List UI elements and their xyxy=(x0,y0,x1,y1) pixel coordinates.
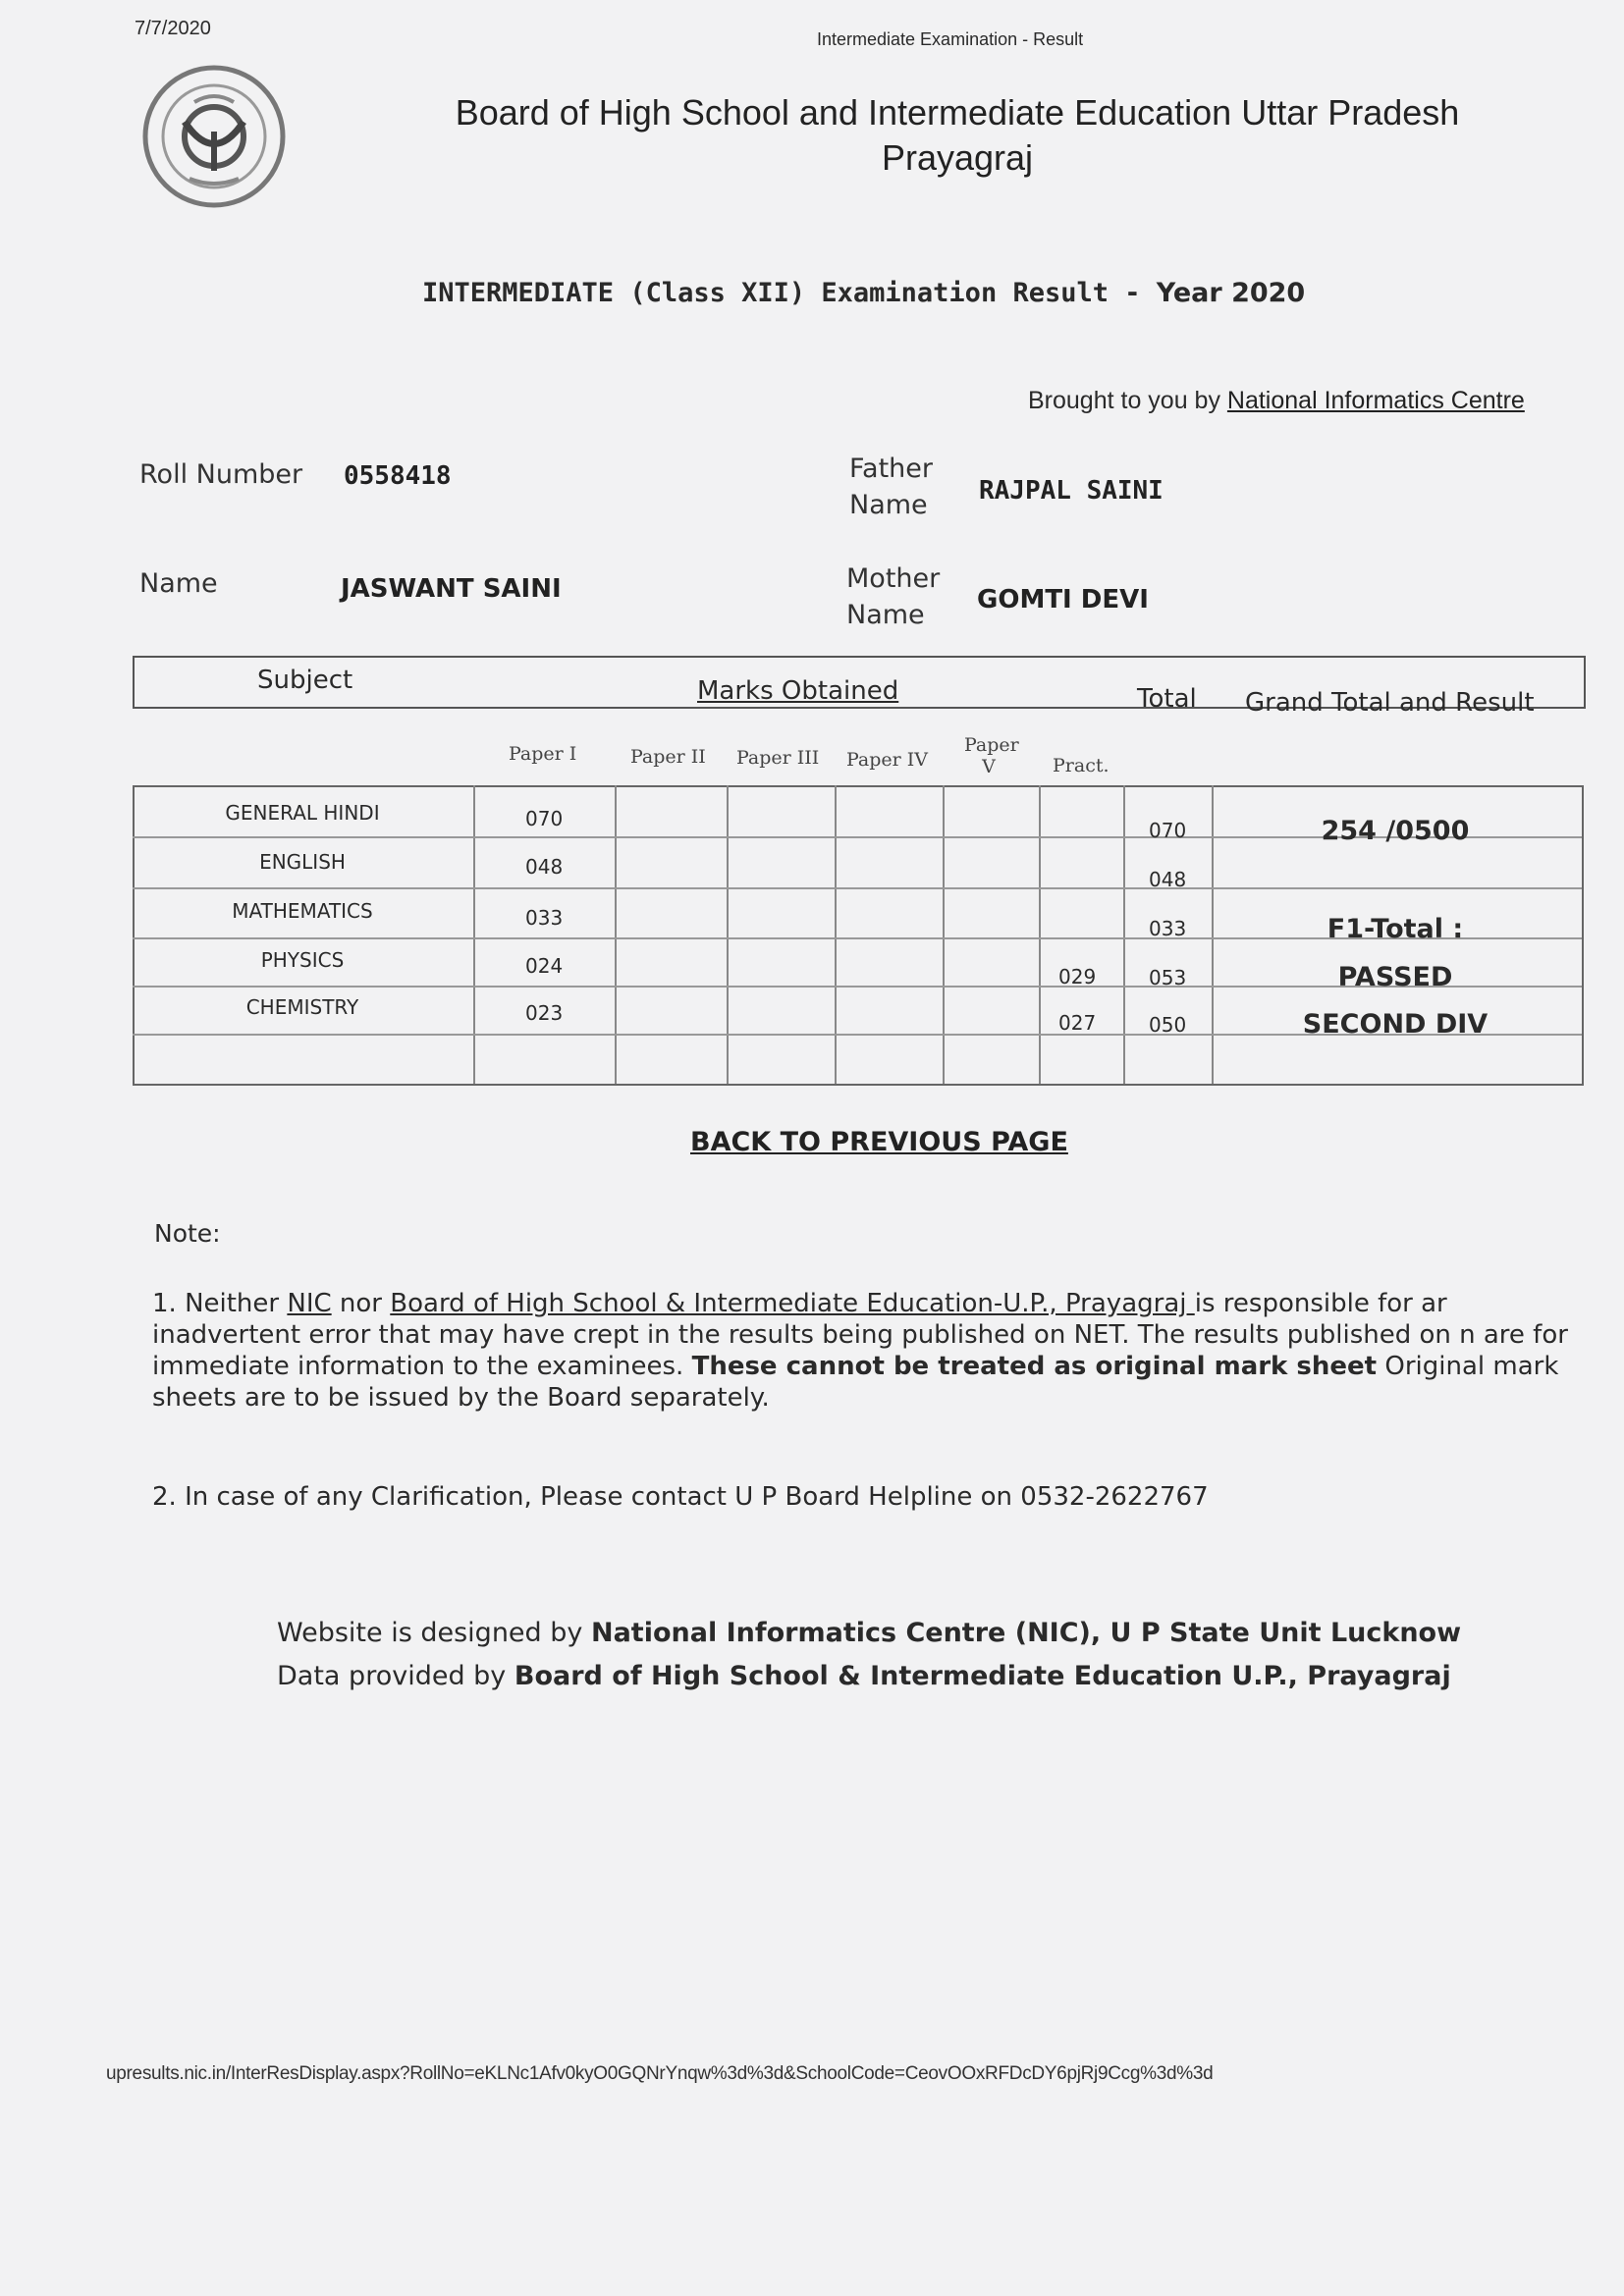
print-header-title: Intermediate Examination - Result xyxy=(817,29,1084,49)
note-label: Note: xyxy=(154,1219,221,1248)
grid-col-line xyxy=(1039,785,1041,1084)
credit-line-2-prefix: Data provided by xyxy=(277,1661,514,1691)
credit-line-1-bold: National Informatics Centre (NIC), U P State Unit Lucknow xyxy=(590,1618,1462,1648)
subject-general-hindi: GENERAL HINDI xyxy=(225,801,380,825)
grid-row-line xyxy=(133,887,1582,889)
note-1-part: nor xyxy=(331,1289,391,1318)
father-label-line2: Name xyxy=(849,490,928,520)
result-status: PASSED xyxy=(1337,962,1453,992)
nic-note-link[interactable]: NIC xyxy=(287,1289,332,1318)
mother-name-label xyxy=(846,561,940,633)
note-2: 2. In case of any Clarification, Please contact U P Board Helpline on 0532-2622767 xyxy=(152,1482,1209,1512)
print-date: 7/7/2020 xyxy=(135,18,211,39)
subject-mathematics: MATHEMATICS xyxy=(232,899,373,923)
paper-1-header: Paper I xyxy=(509,743,577,765)
marks-obtained-header: Marks Obtained xyxy=(697,676,899,706)
page-url: upresults.nic.in/InterResDisplay.aspx?RollNo=eKLNc1Afv0kyO0GQNrYnqw%3d%3d&SchoolCode=CeovOOxRFDcDY6pjRj9Ccg%3d%3d xyxy=(106,2063,1214,2084)
paper-2-header: Paper II xyxy=(630,746,706,768)
practical-mark: 027 xyxy=(1058,1011,1097,1035)
board-note-link[interactable]: Board of High School & Intermediate Education-U.P., Prayagraj xyxy=(390,1289,1195,1318)
grid-col-line xyxy=(943,785,945,1084)
practical-header: Pract. xyxy=(1053,755,1110,776)
exam-title-text: INTERMEDIATE (Class XII) Examination Result - xyxy=(422,278,1157,308)
roll-number-value: 0558418 xyxy=(344,461,452,491)
roll-number-label: Roll Number xyxy=(139,459,303,490)
mother-label-line1: Mother xyxy=(846,563,941,594)
nic-link[interactable]: National Informatics Centre xyxy=(1226,387,1525,414)
exam-year: Year 2020 xyxy=(1156,278,1306,308)
subject-header: Subject xyxy=(257,666,353,695)
subject-english: ENGLISH xyxy=(259,850,346,874)
credit-line-1 xyxy=(277,1618,1461,1648)
paper1-mark: 048 xyxy=(525,855,564,879)
exam-title xyxy=(422,278,1305,308)
practical-mark: 029 xyxy=(1058,965,1097,988)
up-emblem-icon xyxy=(140,63,288,210)
total-mark: 048 xyxy=(1149,868,1187,891)
credit-line-1-prefix: Website is designed by xyxy=(277,1618,591,1648)
note-1-part: is responsible for ar inadvertent error that may have crept in the results being published on NET. The results published on n are for immediate information to the examinees. xyxy=(152,1289,1568,1381)
name-label: Name xyxy=(139,568,218,599)
father-label-line1: Father xyxy=(849,454,934,484)
total-mark: 050 xyxy=(1149,1013,1187,1037)
paper-4-header: Paper IV xyxy=(846,749,929,771)
total-mark: 033 xyxy=(1149,917,1187,940)
father-name-label xyxy=(849,451,933,523)
paper1-mark: 033 xyxy=(525,906,564,930)
paper-3-header: Paper III xyxy=(736,747,820,769)
board-name xyxy=(417,90,1497,181)
total-mark: 070 xyxy=(1149,819,1187,842)
mother-label-line2: Name xyxy=(846,600,925,630)
paper-5-header-line1: Paper xyxy=(964,734,1019,756)
name-value: JASWANT SAINI xyxy=(341,574,562,604)
board-name-line2: Prayagraj xyxy=(881,137,1034,178)
credit-line-2-bold: Board of High School & Intermediate Education U.P., Prayagraj xyxy=(514,1661,1451,1691)
paper1-mark: 024 xyxy=(525,954,564,978)
note-1-part: Original mark sheets are to be issued by the Board separately. xyxy=(152,1352,1559,1413)
credit-line-2 xyxy=(277,1661,1451,1691)
grid-col-line xyxy=(615,785,617,1084)
grid-col-line xyxy=(727,785,729,1084)
grand-total-header: Grand Total and Result xyxy=(1245,688,1535,718)
paper1-mark: 023 xyxy=(525,1001,564,1025)
grid-col-line xyxy=(1123,785,1125,1084)
grand-total-value: 254 /0500 xyxy=(1321,816,1470,846)
total-mark: 053 xyxy=(1149,966,1187,989)
grid-col-line xyxy=(835,785,837,1084)
result-label: F1-Total : xyxy=(1326,914,1464,944)
subject-chemistry: CHEMISTRY xyxy=(245,995,359,1019)
father-name-value: RAJPAL SAINI xyxy=(979,476,1164,506)
note-1-bold: These cannot be treated as original mark sheet xyxy=(691,1352,1378,1381)
subject-physics: PHYSICS xyxy=(260,948,345,972)
brought-by xyxy=(1028,387,1525,415)
mother-name-value: GOMTI DEVI xyxy=(977,585,1149,614)
paper-5-header xyxy=(964,734,1019,777)
note-1 xyxy=(152,1288,1586,1414)
result-division: SECOND DIV xyxy=(1302,1009,1489,1040)
paper1-mark: 070 xyxy=(525,807,564,830)
brought-by-prefix: Brought to you by xyxy=(1028,387,1227,414)
paper-5-header-line2: V xyxy=(982,756,996,777)
total-header: Total xyxy=(1137,684,1197,714)
grid-col-line xyxy=(473,785,475,1084)
board-name-line1: Board of High School and Intermediate Education Uttar Pradesh xyxy=(455,92,1460,133)
back-to-previous-page-link[interactable]: BACK TO PREVIOUS PAGE xyxy=(690,1127,1068,1157)
note-1-part: 1. Neither xyxy=(152,1289,288,1318)
